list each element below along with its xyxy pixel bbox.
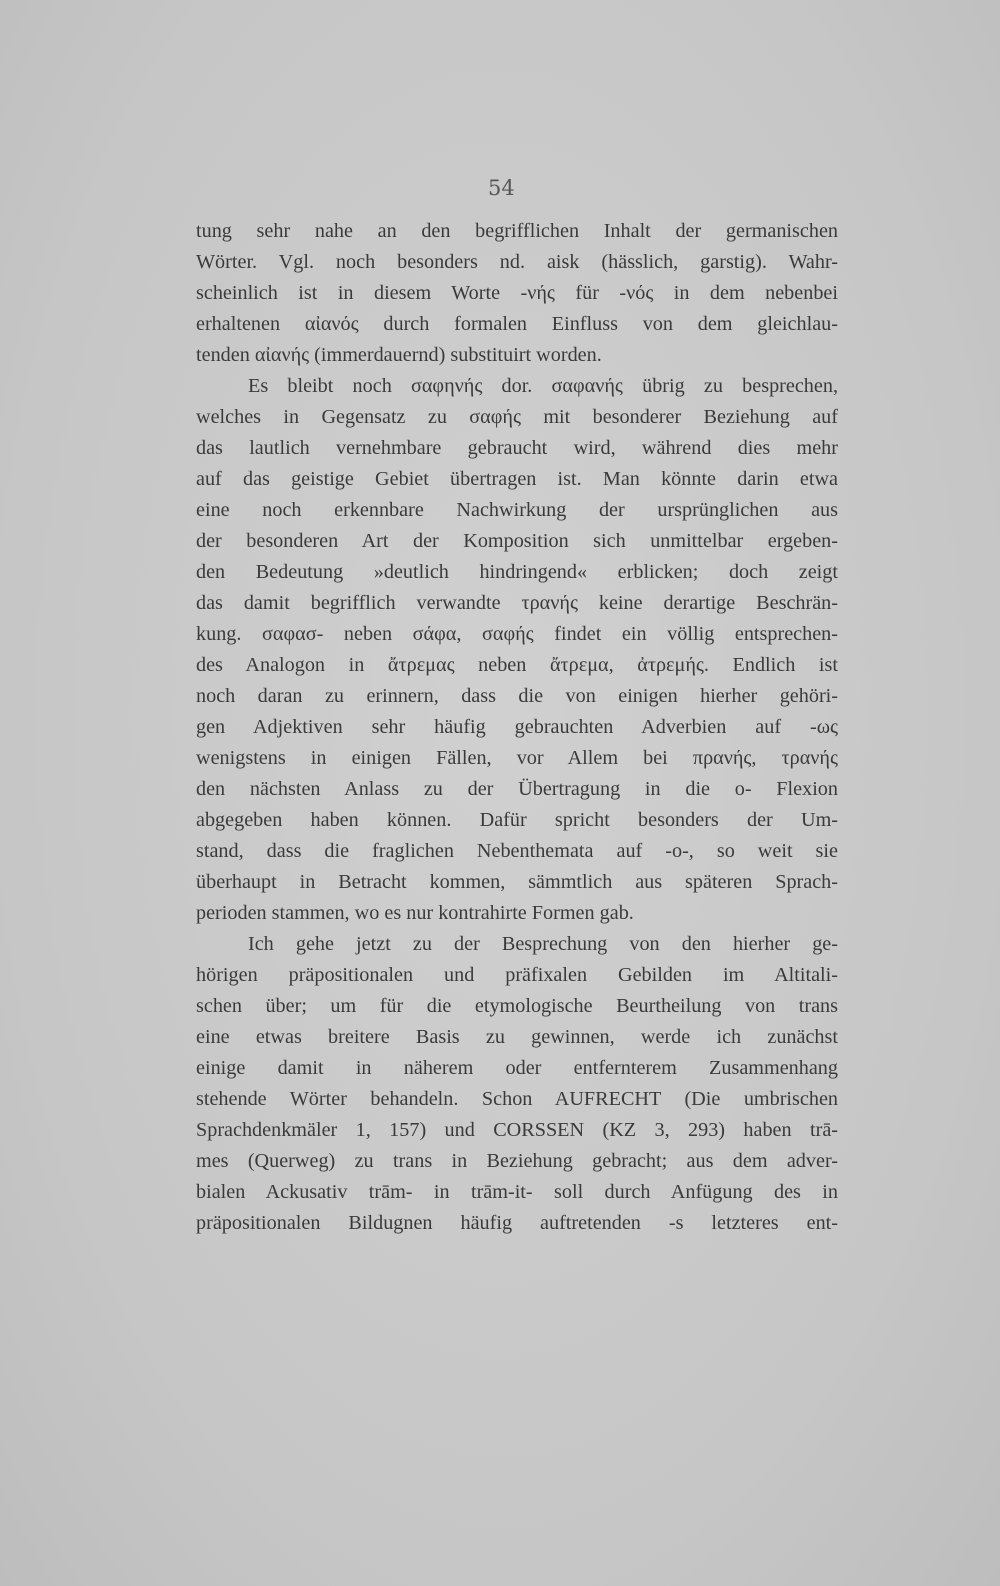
- text-line: eine noch erkennbare Nachwirkung der ursprünglichen aus: [196, 499, 838, 521]
- text-line: überhaupt in Betracht kommen, sämmtlich aus späteren Sprach-: [196, 871, 838, 893]
- text-line: bialen Ackusativ trām- in trām-it- soll durch Anfügung des in: [196, 1181, 838, 1203]
- text-line: kung. σαφασ- neben σάφα, σαφής findet ein völlig entsprechen-: [196, 623, 838, 645]
- text-line: stand, dass die fraglichen Nebenthemata auf -o-, so weit sie: [196, 840, 838, 862]
- page-number: 54: [488, 176, 515, 200]
- text-line: mes (Querweg) zu trans in Beziehung gebracht; aus dem adver-: [196, 1150, 838, 1172]
- text-line: das damit begrifflich verwandte τρανής keine derartige Beschrän-: [196, 592, 838, 614]
- text-line: Sprachdenkmäler 1, 157) und CORSSEN (KZ 3, 293) haben trā-: [196, 1119, 838, 1141]
- text-line: den Bedeutung »deutlich hindringend« erblicken; doch zeigt: [196, 561, 838, 583]
- text-line: schen über; um für die etymologische Beurtheilung von trans: [196, 995, 838, 1017]
- text-line: eine etwas breitere Basis zu gewinnen, werde ich zunächst: [196, 1026, 838, 1048]
- text-line: gen Adjektiven sehr häufig gebrauchten Adverbien auf -ως: [196, 716, 838, 738]
- text-line: perioden stammen, wo es nur kontrahirte Formen gab.: [196, 902, 634, 924]
- text-line: einige damit in näherem oder entfernterem Zusammenhang: [196, 1057, 838, 1079]
- body-text: [196, 216, 838, 1239]
- text-line: auf das geistige Gebiet übertragen ist. Man könnte darin etwa: [196, 468, 838, 490]
- text-line: erhaltenen αἰανός durch formalen Einfluss von dem gleichlau-: [196, 313, 838, 335]
- text-line: den nächsten Anlass zu der Übertragung in die o- Flexion: [196, 778, 838, 800]
- text-line: hörigen präpositionalen und präfixalen Gebilden im Altitali-: [196, 964, 838, 986]
- text-line: welches in Gegensatz zu σαφής mit besonderer Beziehung auf: [196, 406, 838, 428]
- text-line: tung sehr nahe an den begrifflichen Inhalt der germanischen: [196, 220, 838, 242]
- text-line: abgegeben haben können. Dafür spricht besonders der Um-: [196, 809, 838, 831]
- text-line: stehende Wörter behandeln. Schon AUFRECHT (Die umbrischen: [196, 1088, 838, 1110]
- text-line: Wörter. Vgl. noch besonders nd. aisk (hässlich, garstig). Wahr-: [196, 251, 838, 273]
- text-line: das lautlich vernehmbare gebraucht wird, während dies mehr: [196, 437, 838, 459]
- text-line: tenden αἰανής (immerdauernd) substituirt worden.: [196, 344, 602, 366]
- text-line: noch daran zu erinnern, dass die von einigen hierher gehöri-: [196, 685, 838, 707]
- text-line: wenigstens in einigen Fällen, vor Allem bei πρανής, τρανής: [196, 747, 838, 769]
- text-line: Es bleibt noch σαφηνής dor. σαφανής übrig zu besprechen,: [248, 375, 838, 397]
- text-line: scheinlich ist in diesem Worte -νής für -νός in dem nebenbei: [196, 282, 838, 304]
- text-line: des Analogon in ἄτρεμας neben ἄτρεμα, ἀτρεμής. Endlich ist: [196, 654, 838, 676]
- text-line: präpositionalen Bildugnen häufig auftretenden -s letzteres ent-: [196, 1212, 838, 1234]
- text-line: Ich gehe jetzt zu der Besprechung von den hierher ge-: [248, 933, 838, 955]
- text-line: der besonderen Art der Komposition sich unmittelbar ergeben-: [196, 530, 838, 552]
